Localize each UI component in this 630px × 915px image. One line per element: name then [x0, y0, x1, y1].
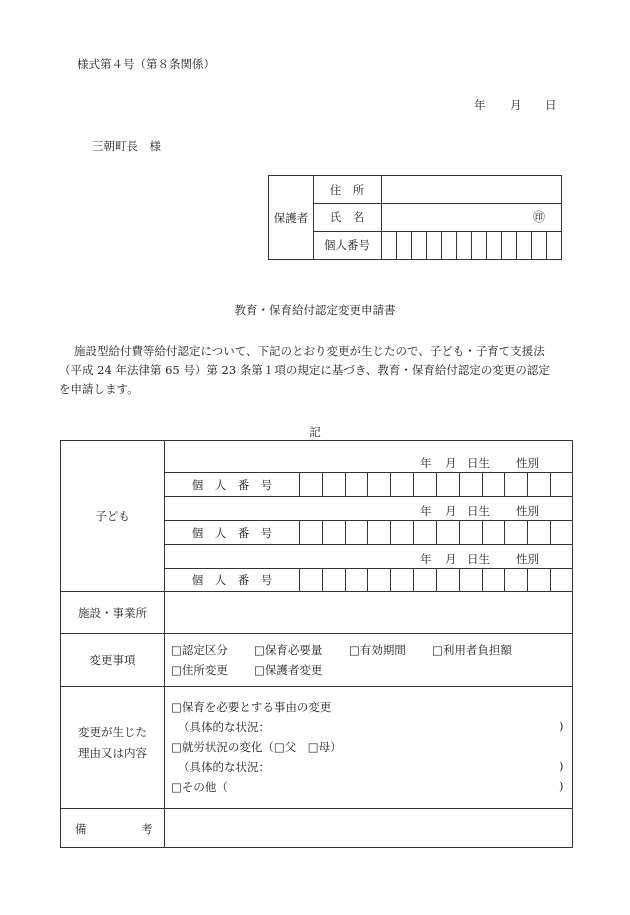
child-label: 子ども	[95, 509, 130, 523]
option-certification-type[interactable]: □認定区分	[171, 643, 228, 657]
reason-other[interactable]: □その他（	[171, 780, 228, 794]
ki-heading: 記	[309, 425, 321, 439]
reason-employment-change[interactable]: □就労状況の変化（□父 □母）	[171, 740, 342, 754]
reason-close-3: )	[559, 779, 564, 793]
detail-table	[60, 440, 573, 848]
child-2-id-label: 個 人 番 号	[191, 525, 273, 540]
reason-close-2: )	[559, 759, 564, 773]
child-3-birth: 日生	[467, 552, 490, 566]
child-2-sex: 性別	[516, 504, 539, 518]
guardian-id-cells[interactable]	[382, 232, 561, 259]
date-day: 日	[545, 98, 557, 112]
option-guardian-change[interactable]: □保護者変更	[254, 663, 323, 677]
date-year: 年	[474, 98, 486, 112]
child-1-birth-row[interactable]	[165, 441, 572, 472]
child-2-year: 年	[420, 504, 432, 518]
child-1-birth: 日生	[467, 456, 490, 470]
reason-label-2: 理由又は内容	[78, 746, 147, 760]
name-label: 氏 名	[329, 210, 365, 224]
facility-label: 施設・事業所	[78, 605, 147, 620]
addressee: 三朝町長 様	[92, 139, 161, 153]
child-2-month: 月	[445, 504, 457, 518]
guardian-box	[268, 175, 562, 260]
child-2-id-cells[interactable]	[299, 521, 573, 544]
body-line-2: （平成 24 年法律第 65 号）第 23 条第１項の規定に基づき、教育・保育給付認定の変更の認定	[59, 363, 550, 377]
form-number: 様式第４号（第８条関係）	[77, 57, 215, 71]
reason-label-1: 変更が生じた	[78, 725, 147, 739]
guardian-label: 保護者	[273, 210, 309, 225]
document-title: 教育・保育給付認定変更申請書	[234, 303, 396, 317]
address-label: 住 所	[329, 182, 365, 197]
child-3-birth-row[interactable]	[165, 545, 572, 568]
reason-close-1: )	[559, 719, 564, 733]
remarks-label-2: 考	[141, 822, 153, 836]
reason-care-need-change[interactable]: □保育を必要とする事由の変更	[171, 700, 332, 714]
remarks-label-1: 備	[75, 822, 87, 836]
reason-specific-2: （具体的な状況：	[178, 760, 270, 774]
child-1-id-label: 個 人 番 号	[191, 477, 273, 492]
child-1-year: 年	[420, 456, 432, 470]
option-address-change[interactable]: □住所変更	[171, 663, 228, 677]
change-label: 変更事項	[89, 653, 136, 667]
child-3-year: 年	[420, 552, 432, 566]
child-1-id-cells[interactable]	[299, 473, 573, 496]
seal-mark: ㊞	[533, 210, 546, 224]
child-3-id-cells[interactable]	[299, 569, 573, 591]
option-validity-period[interactable]: □有効期間	[349, 643, 406, 657]
date-month: 月	[510, 98, 522, 112]
child-2-birth-row[interactable]	[165, 497, 572, 520]
option-care-amount[interactable]: □保育必要量	[254, 643, 323, 657]
address-field[interactable]	[382, 176, 561, 203]
child-3-id-label: 個 人 番 号	[191, 573, 273, 587]
child-3-sex: 性別	[516, 552, 539, 566]
facility-field[interactable]	[165, 592, 572, 633]
child-3-month: 月	[445, 552, 457, 566]
id-label: 個人番号	[324, 238, 370, 252]
remarks-field[interactable]	[165, 809, 572, 847]
option-user-burden[interactable]: □利用者負担額	[432, 643, 512, 657]
reason-specific-1: （具体的な状況：	[178, 720, 270, 734]
body-line-3: を申請します。	[59, 382, 139, 396]
child-2-birth: 日生	[467, 504, 490, 518]
child-1-sex: 性別	[516, 456, 539, 470]
child-1-month: 月	[445, 456, 457, 470]
body-line-1: 施設型給付費等給付認定について、下記のとおり変更が生じたので、子ども・子育て支援法	[74, 344, 545, 358]
